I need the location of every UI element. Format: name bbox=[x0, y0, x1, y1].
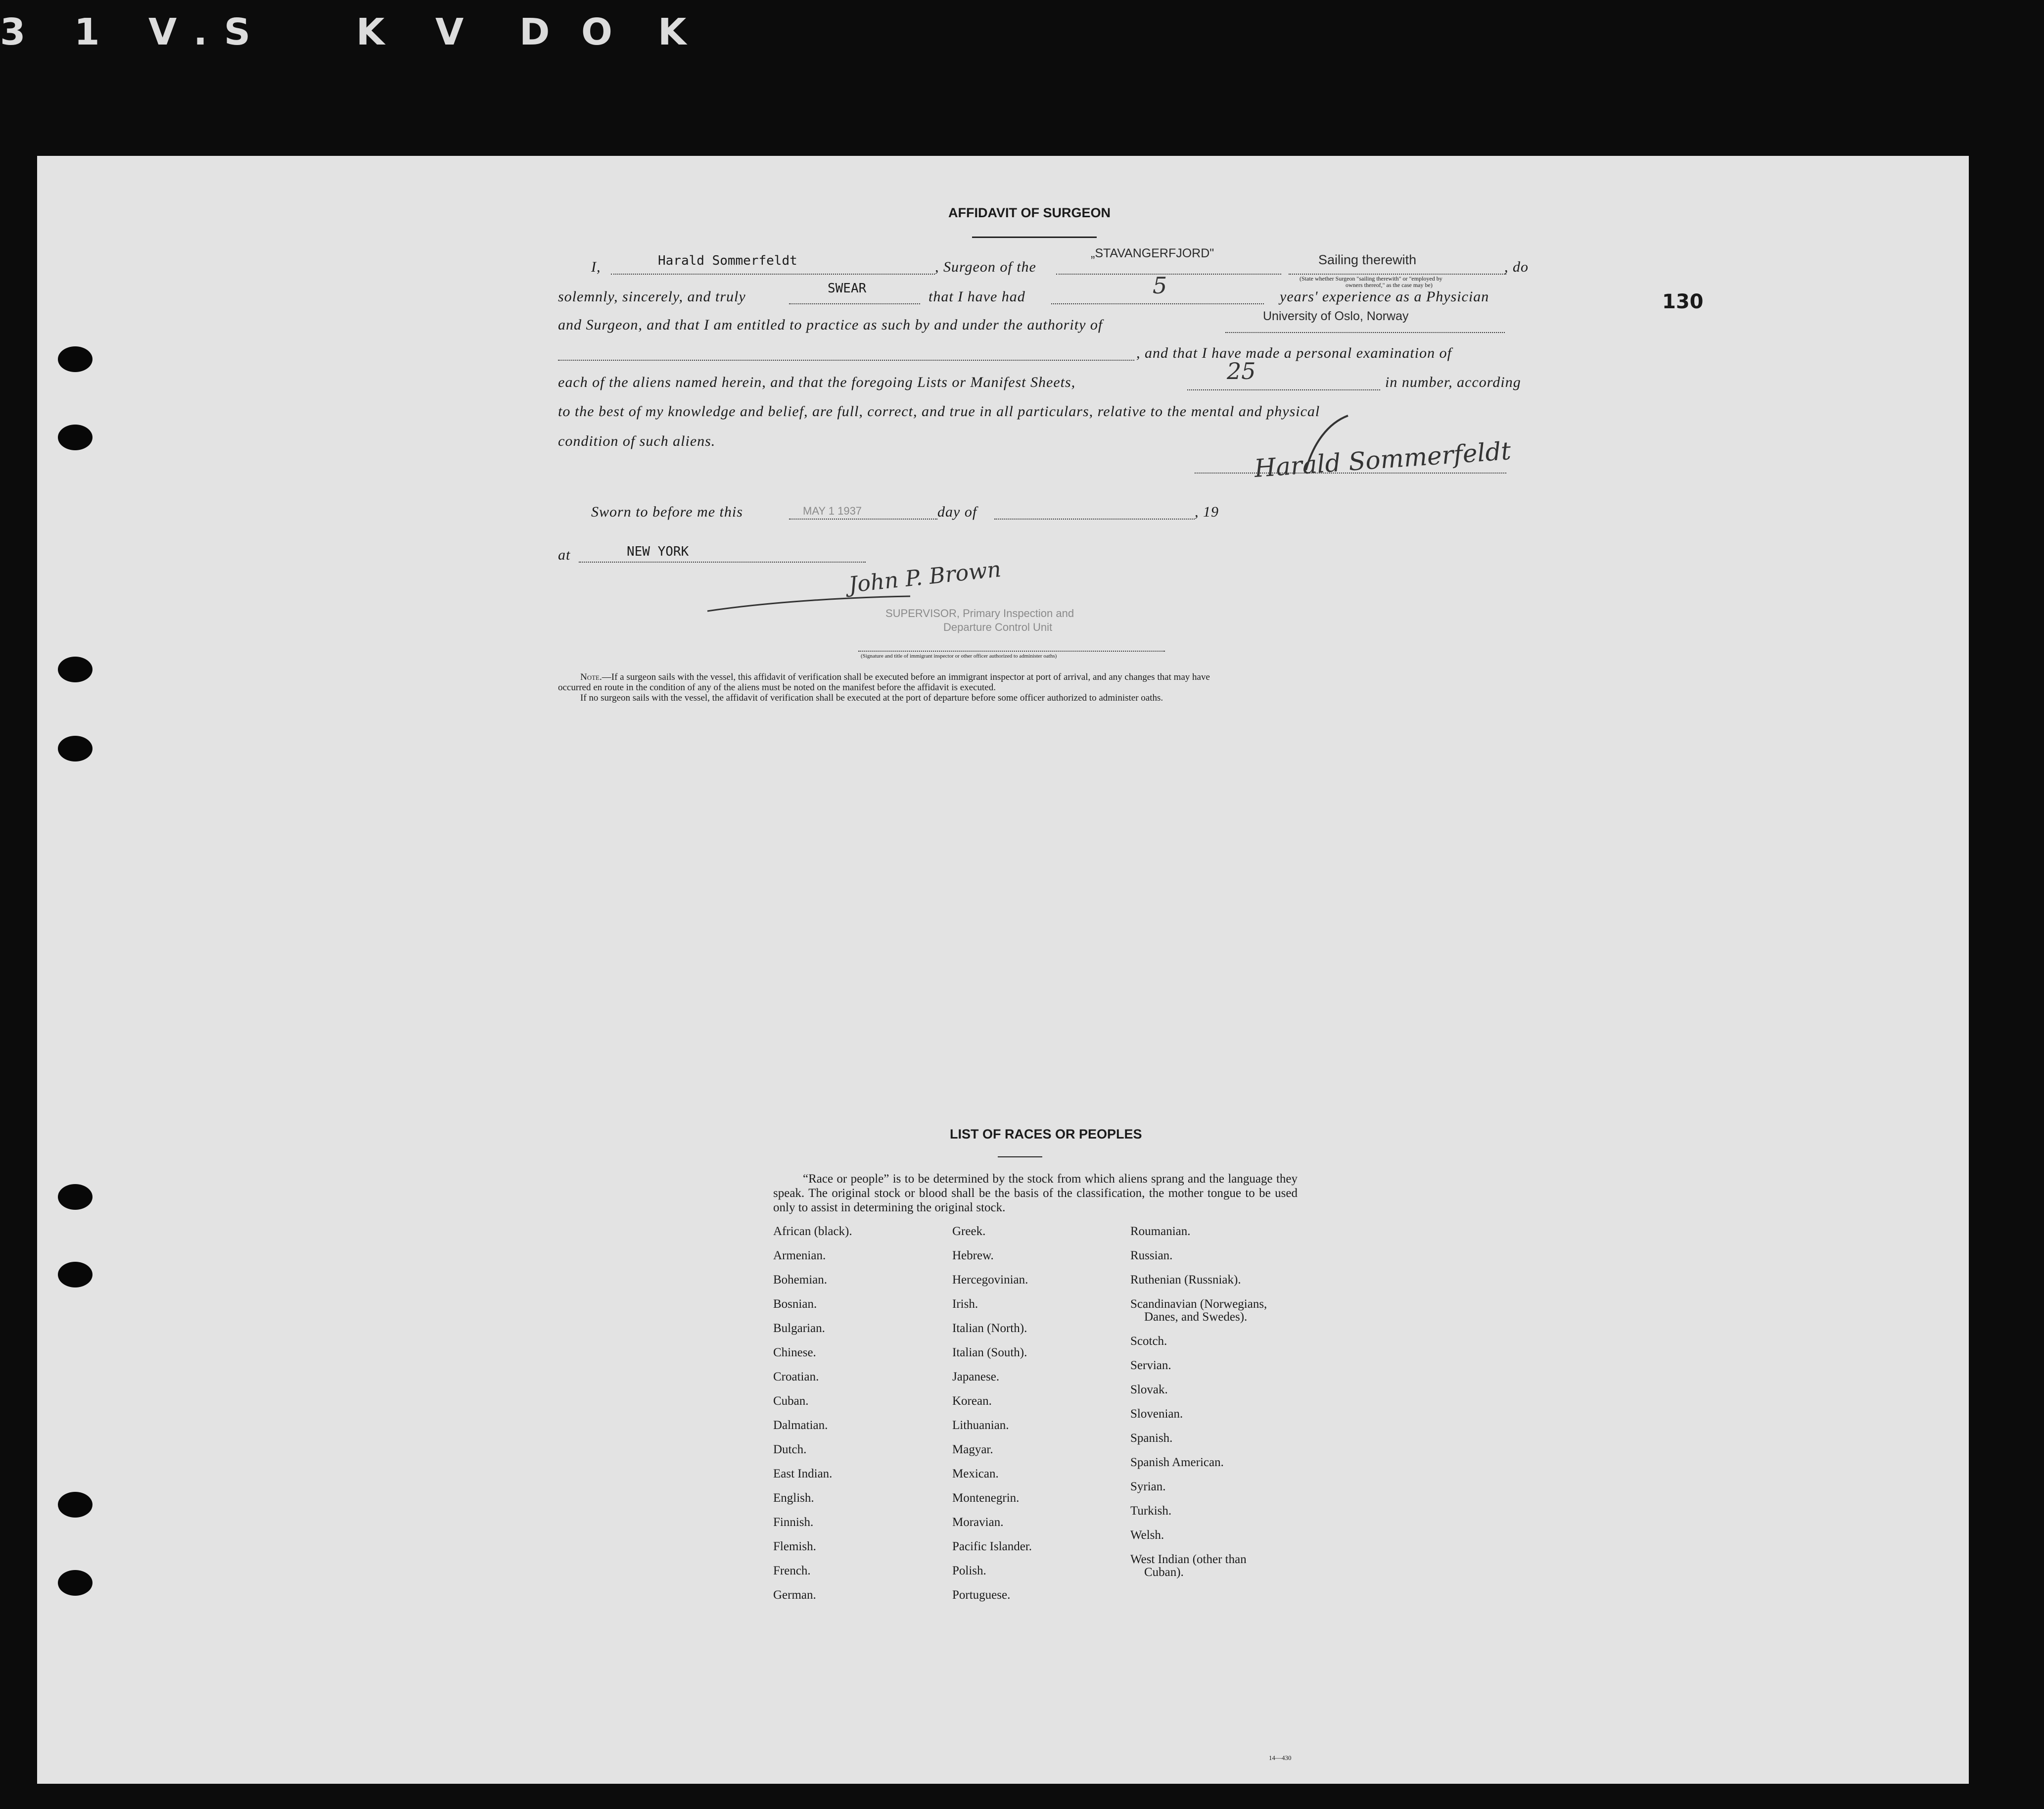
officer-signature-flourish bbox=[705, 591, 913, 616]
sailing-line bbox=[1289, 274, 1506, 275]
document-page bbox=[37, 156, 1969, 1784]
note-line: —If a surgeon sails with the vessel, this affidavit of verification shall be executed before an immigrant inspector at port of arrival, and any changes that may have bbox=[602, 672, 1210, 682]
film-code-char: K bbox=[356, 11, 387, 53]
day-of-text: day of bbox=[937, 504, 977, 520]
race-item: Dutch. bbox=[773, 1443, 807, 1456]
punch-hole bbox=[58, 736, 93, 762]
vessel-line bbox=[1056, 274, 1281, 275]
note-line: occurred en route in the condition of any of the aliens must be noted on the manifest before the affidavit is executed. bbox=[558, 682, 996, 693]
punch-hole bbox=[58, 346, 93, 372]
races-column-1 bbox=[773, 1225, 852, 1613]
race-item: Magyar. bbox=[952, 1443, 993, 1456]
oath-word: SWEAR bbox=[828, 281, 867, 296]
film-code-char: D bbox=[519, 11, 552, 53]
race-item: African (black). bbox=[773, 1225, 852, 1238]
film-code-char: O bbox=[581, 11, 614, 53]
examination-text: , and that I have made a personal examination of bbox=[1136, 345, 1452, 361]
race-item: Russian. bbox=[1130, 1249, 1173, 1262]
authority-line-2 bbox=[558, 360, 1134, 361]
at-text: at bbox=[558, 547, 571, 563]
years-line bbox=[1051, 303, 1264, 304]
races-column-2 bbox=[952, 1225, 1032, 1613]
surgeon-name: Harald Sommerfeldt bbox=[658, 253, 797, 268]
punch-hole bbox=[58, 1570, 93, 1596]
signature-flourish bbox=[1294, 413, 1353, 477]
race-item: Bohemian. bbox=[773, 1273, 828, 1286]
race-item: Korean. bbox=[952, 1394, 992, 1408]
have-had-text: that I have had bbox=[929, 288, 1025, 305]
film-code-char: 1 bbox=[74, 11, 102, 53]
lists-text: each of the aliens named herein, and that the foregoing Lists or Manifest Sheets, bbox=[558, 374, 1076, 390]
race-item: Roumanian. bbox=[1130, 1225, 1191, 1238]
sworn-date-stamp: MAY 1 1937 bbox=[803, 505, 862, 517]
knowledge-text: to the best of my knowledge and belief, are full, correct, and true in all particulars, relative to the mental and physical bbox=[558, 403, 1320, 420]
experience-text: years' experience as a Physician bbox=[1280, 288, 1489, 305]
race-item: Greek. bbox=[952, 1225, 986, 1238]
race-item: English. bbox=[773, 1491, 814, 1505]
race-item: Cuban). bbox=[1144, 1566, 1184, 1579]
race-item: Welsh. bbox=[1130, 1528, 1164, 1542]
race-item: Bosnian. bbox=[773, 1297, 817, 1311]
race-item: Lithuanian. bbox=[952, 1419, 1009, 1432]
punch-hole bbox=[58, 1262, 93, 1287]
place-line bbox=[579, 562, 866, 563]
vessel-name: „STAVANGERFJORD" bbox=[1091, 246, 1214, 260]
race-item: Spanish American. bbox=[1130, 1456, 1224, 1469]
sailing-note: (State whether Surgeon "sailing therewith" or "employed by bbox=[1300, 275, 1442, 282]
race-item: East Indian. bbox=[773, 1467, 833, 1480]
punch-hole bbox=[58, 657, 93, 682]
solemnly-text: solemnly, sincerely, and truly bbox=[558, 288, 746, 305]
race-item: Turkish. bbox=[1130, 1504, 1172, 1518]
film-edge-code bbox=[0, 11, 702, 55]
race-item: Scotch. bbox=[1130, 1334, 1167, 1348]
race-item: Ruthenian (Russniak). bbox=[1130, 1273, 1241, 1286]
officer-unit: Departure Control Unit bbox=[943, 621, 1053, 633]
sworn-month-line bbox=[994, 519, 1195, 520]
note-label: Note. bbox=[580, 672, 602, 682]
officer-title: SUPERVISOR, Primary Inspection and bbox=[885, 607, 1074, 619]
page-number: 130 bbox=[1662, 290, 1704, 313]
race-item: Irish. bbox=[952, 1297, 978, 1311]
race-item: Hercegovinian. bbox=[952, 1273, 1028, 1286]
race-item: Japanese. bbox=[952, 1370, 1000, 1383]
film-code-char: V . S bbox=[148, 11, 253, 53]
race-item: Servian. bbox=[1130, 1359, 1171, 1372]
punch-hole bbox=[58, 1184, 93, 1210]
sworn-text: Sworn to before me this bbox=[591, 504, 743, 520]
authority-value: University of Oslo, Norway bbox=[1263, 309, 1409, 323]
race-item: Chinese. bbox=[773, 1346, 816, 1359]
authority-text: and Surgeon, and that I am entitled to practice as such by and under the authority of bbox=[558, 317, 1103, 333]
punch-hole bbox=[58, 425, 93, 450]
race-item: German. bbox=[773, 1588, 816, 1602]
race-item: Syrian. bbox=[1130, 1480, 1166, 1493]
races-intro: “Race or people” is to be determined by the stock from which aliens sprang and the language they speak. The original stock or blood shall be the basis of the classification, the mother tongue to be used only to assist in determining the original stock. bbox=[773, 1172, 1298, 1214]
sheets-count: 25 bbox=[1227, 358, 1256, 384]
race-item: Italian (South). bbox=[952, 1346, 1027, 1359]
film-code-char: 3 bbox=[0, 11, 28, 53]
film-code-char: V bbox=[435, 11, 466, 53]
race-item: Danes, and Swedes). bbox=[1144, 1310, 1248, 1324]
race-item: Finnish. bbox=[773, 1516, 814, 1529]
condition-text: condition of such aliens. bbox=[558, 433, 716, 449]
surgeon-name-line bbox=[611, 274, 935, 275]
film-code-char: K bbox=[658, 11, 689, 53]
race-item: Hebrew. bbox=[952, 1249, 994, 1262]
oath-line bbox=[789, 303, 920, 304]
race-item: Croatian. bbox=[773, 1370, 819, 1383]
race-item: Dalmatian. bbox=[773, 1419, 828, 1432]
race-item: Bulgarian. bbox=[773, 1322, 825, 1335]
race-item: West Indian (other than bbox=[1130, 1553, 1247, 1566]
authority-line bbox=[1225, 332, 1505, 333]
surgeon-of-text: , Surgeon of the bbox=[935, 259, 1036, 275]
years-value: 5 bbox=[1153, 272, 1167, 299]
in-number-text: in number, according bbox=[1385, 374, 1521, 390]
race-item: Slovak. bbox=[1130, 1383, 1168, 1396]
race-item: Scandinavian (Norwegians, bbox=[1130, 1297, 1267, 1311]
sailing-status: Sailing therewith bbox=[1318, 252, 1417, 267]
race-item: Spanish. bbox=[1130, 1431, 1173, 1445]
race-item: Polish. bbox=[952, 1564, 986, 1577]
races-column-3 bbox=[1130, 1225, 1267, 1590]
race-item: Cuban. bbox=[773, 1394, 809, 1408]
race-item: Italian (North). bbox=[952, 1322, 1027, 1335]
note-line: If no surgeon sails with the vessel, the affidavit of verification shall be executed at the port of departure before some officer authorized to administer oaths. bbox=[580, 693, 1163, 703]
place-value: NEW YORK bbox=[627, 544, 689, 559]
sheets-line bbox=[1187, 389, 1380, 390]
race-item: Armenian. bbox=[773, 1249, 826, 1262]
surgeon-signature: Harald Sommerfeldt bbox=[1253, 436, 1512, 483]
race-item: Flemish. bbox=[773, 1540, 816, 1553]
officer-caption: (Signature and title of immigrant inspector or other officer authorized to administer oaths) bbox=[861, 653, 1057, 659]
officer-signature: John P. Brown bbox=[847, 556, 1003, 598]
race-item: Pacific Islander. bbox=[952, 1540, 1032, 1553]
sailing-note: owners thereof," as the case may be) bbox=[1346, 282, 1433, 288]
race-item: Moravian. bbox=[952, 1516, 1004, 1529]
form-code: 14—430 bbox=[1269, 1754, 1292, 1761]
officer-signature-line bbox=[858, 651, 1165, 652]
races-title-underline bbox=[998, 1156, 1042, 1157]
affidavit-title: AFFIDAVIT OF SURGEON bbox=[948, 205, 1111, 220]
race-item: Slovenian. bbox=[1130, 1407, 1183, 1421]
year-prefix: , 19 bbox=[1195, 504, 1219, 520]
race-item: Mexican. bbox=[952, 1467, 999, 1480]
races-title: LIST OF RACES OR PEOPLES bbox=[950, 1127, 1142, 1142]
affidavit-note bbox=[558, 672, 1508, 703]
affidavit-i: I, bbox=[591, 259, 601, 275]
race-item: French. bbox=[773, 1564, 811, 1577]
race-item: Portuguese. bbox=[952, 1588, 1011, 1602]
sworn-day-line bbox=[789, 519, 937, 520]
do-text: , do bbox=[1504, 259, 1529, 275]
race-item: Montenegrin. bbox=[952, 1491, 1020, 1505]
punch-hole bbox=[58, 1492, 93, 1518]
title-underline bbox=[972, 237, 1097, 238]
